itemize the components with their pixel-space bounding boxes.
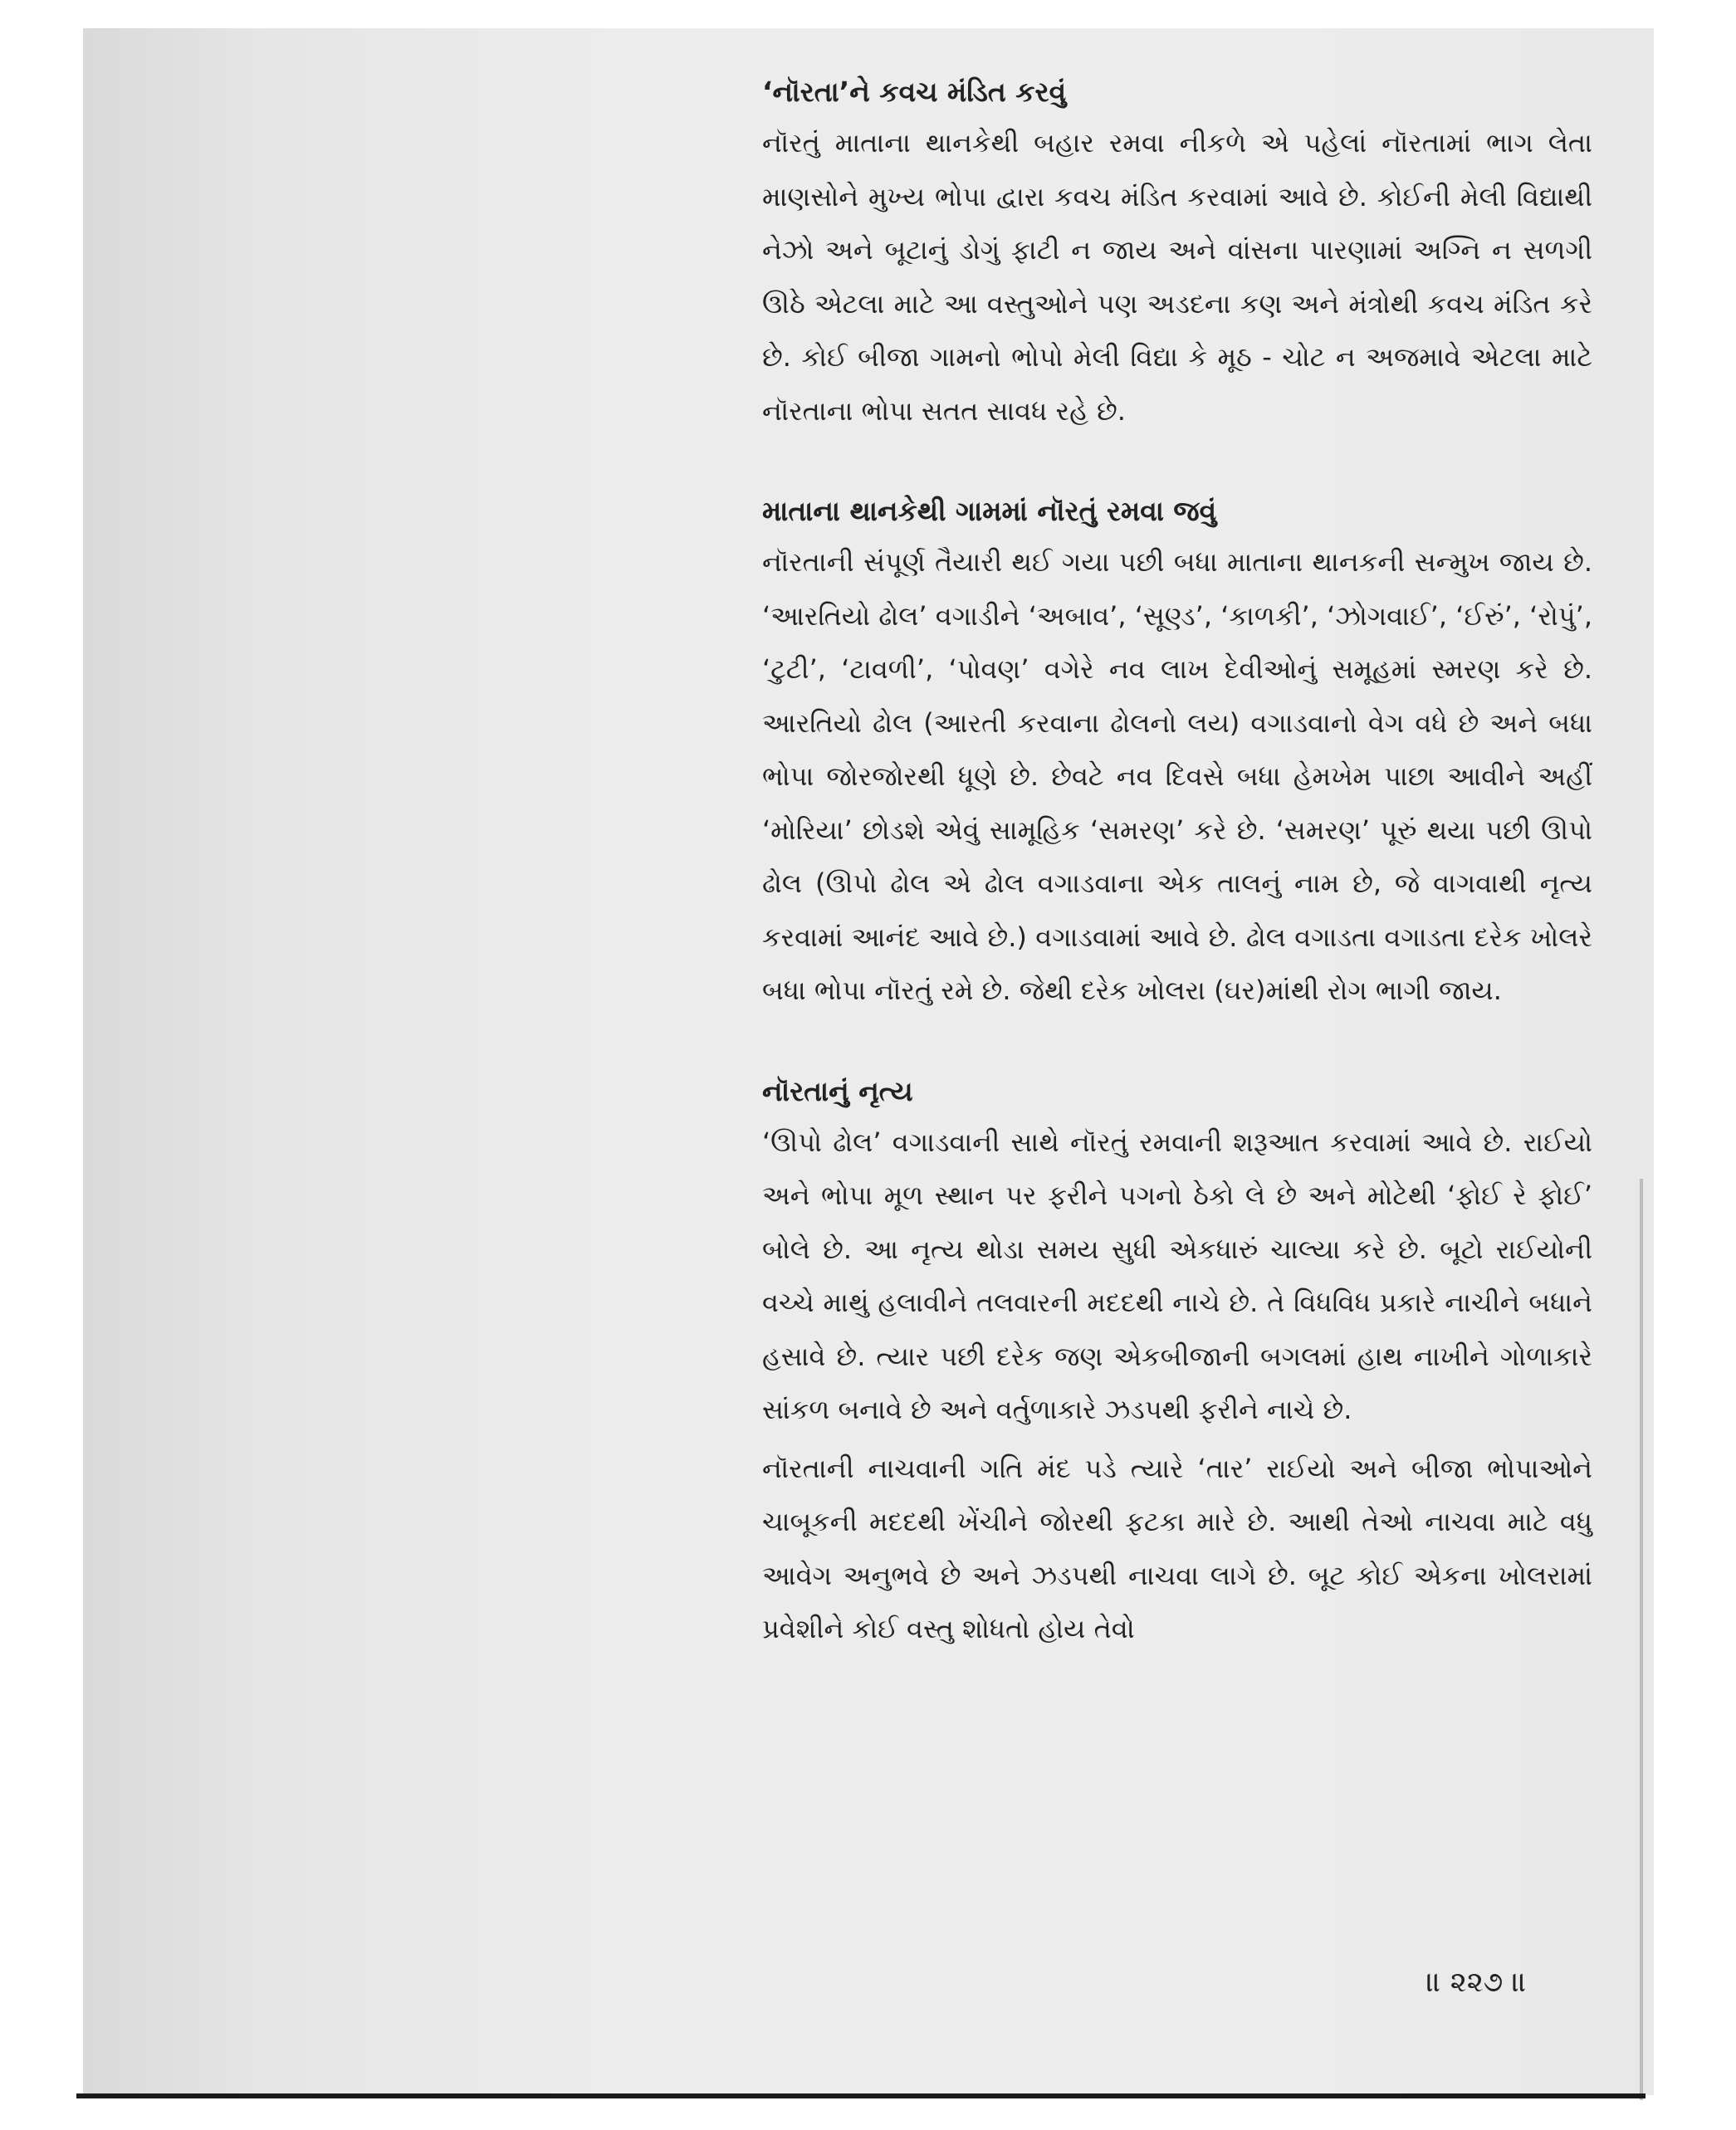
page-edge-shadow [1640,1179,1643,2100]
page-number: ॥ ૨૨૭ ॥ [1426,1966,1528,1999]
page-content [762,71,1592,1656]
paragraph-gam-ma-ramva: નૉરતાની સંપૂર્ણ તૈયારી થઈ ગયા પછી બધા માતાના થાનકની સન્મુખ જાય છે. ‘આરતિયો ઢોલ’ વગાડીને ‘અબાવ’, ‘સૂણ્ડ’, ‘કાળકી’, ‘ઝોગવાઈ’, ‘ઈરું’, ‘રોપું’, ‘ટુટી’, ‘ટાવળી’, ‘પોવણ’ વગેરે નવ લાખ દેવીઓનું સમૂહમાં સ્મરણ કરે છે. આરતિયો ઢોલ (આરતી કરવાના ઢોલનો લય) વગાડવાનો વેગ વધે છે અને બધા ભોપા જોરજોરથી ધૂણે છે. છેવટે નવ દિવસે બધા હેમખેમ પાછા આવીને અહીં ‘મોરિયા’ છોડશે એવું સામૂહિક ‘સમરણ’ કરે છે. ‘સમરણ’ પૂરું થયા પછી ઊપો ઢોલ (ઊપો ઢોલ એ ઢોલ વગાડવાના એક તાલનું નામ છે, જે વાગવાથી નૃત્ય કરવામાં આનંદ આવે છે.) વગાડવામાં આવે છે. ઢોલ વગાડતા વગાડતા દરેક ખોલરે બધા ભોપા નૉરતું રમે છે. જેથી દરેક ખોલરા (ઘર)માંથી રોગ ભાગી જાય. [762,546,1592,1006]
paragraph-nrutya-2: નૉરતાની નાચવાની ગતિ મંદ પડે ત્યારે ‘તાર’ રાઈયો અને બીજા ભોપાઓને ચાબૂકની મદદથી ખેંચીને જોરથી ફટકા મારે છે. આથી તેઓ નાચવા માટે વધુ આવેગ અનુભવે છે અને ઝડપથી નાચવા લાગે છે. બૂટ કોઈ એકના ખોલરામાં પ્રવેશીને કોઈ વસ્તુ શોધતો હોય તેવો [762,1452,1592,1644]
section-heading-kavach: ‘નૉરતા’ને કવચ મંડિત કરવું [762,76,1067,108]
paragraph-kavach: નૉરતું માતાના થાનકેથી બહાર રમવા નીકળે એ પહેલાં નૉરતામાં ભાગ લેતા માણસોને મુખ્ય ભોપા દ્વારા કવચ મંડિત કરવામાં આવે છે. કોઈની મેલી વિદ્યાથી નેઝો અને બૂટાનું ડોગું ફાટી ન જાય અને વાંસના પારણામાં અગ્નિ ન સળગી ઊઠે એટલા માટે આ વસ્તુઓને પણ અડદના કણ અને મંત્રોથી કવચ મંડિત કરે છે. કોઈ બીજા ગામનો ભોપો મેલી વિદ્યા કે મૂઠ - ચોટ ન અજમાવે એટલા માટે નૉરતાના ભોપા સતત સાવધ રહે છે. [762,127,1592,427]
section-heading-gam-ma-ramva: માતાના થાનકેથી ગામમાં નૉરતું રમવા જવું [762,495,1217,527]
section-spacer [762,437,1592,491]
section-heading-nrutya: નૉરતાનું નૃત્ય [762,1074,913,1107]
paragraph-nrutya-1: ‘ઊપો ઢોલ’ વગાડવાની સાથે નૉરતું રમવાની શરૂઆત કરવામાં આવે છે. રાઈયો અને ભોપા મૂળ સ્થાન પર ફરીને પગનો ઠેકો લે છે અને મોટેથી ‘ફોઈ રે ફોઈ’ બોલે છે. આ નૃત્ય થોડા સમય સુધી એકધારું ચાલ્યા કરે છે. બૂટો રાઈયોની વચ્ચે માથું હલાવીને તલવારની મદદથી નાચે છે. તે વિધવિધ પ્રકારે નાચીને બધાને હસાવે છે. ત્યાર પછી દરેક જણ એકબીજાની બગલમાં હાથ નાખીને ગોળાકારે સાંકળ બનાવે છે અને વર્તુળાકારે ઝડપથી ફરીને નાચે છે. [762,1126,1592,1425]
page-bottom-edge [76,2093,1646,2098]
section-spacer [762,1018,1592,1071]
